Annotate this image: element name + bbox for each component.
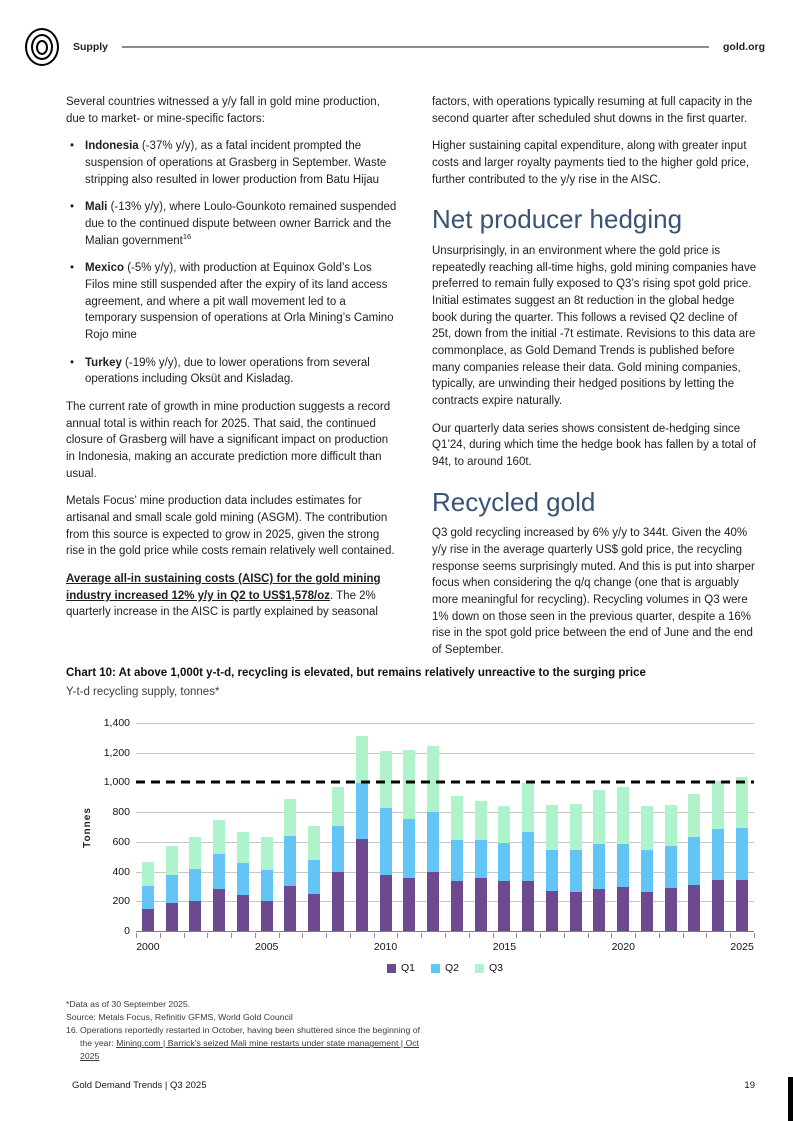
x-tick xyxy=(231,933,232,938)
legend-swatch-q1 xyxy=(387,964,396,973)
recycling-chart xyxy=(66,712,766,980)
bar-segment-q2-2023 xyxy=(688,837,700,885)
bar-segment-q3-2023 xyxy=(688,794,700,838)
x-tick-label: 2020 xyxy=(611,941,635,953)
x-tick xyxy=(754,933,755,938)
y-tick-label: 400 xyxy=(112,865,130,878)
bar-segment-q1-2021 xyxy=(641,892,653,931)
stacked-bar-2015 xyxy=(498,723,510,931)
stacked-bar-2013 xyxy=(451,723,463,931)
paragraph: Higher sustaining capital expenditure, along with greater input costs and larger royalty payments tied to the higher gold price, further contributed to the y/y rise in the AISC. xyxy=(432,140,750,186)
bullet-item: • Mexico (-5% y/y), with production at Equinox Gold’s Los Filos mine still suspended after the expiry of its land access agreement, and where a pit wall movement led to a temporary suspension of operations at Orla Mining’s Camino Rojo mine xyxy=(66,260,398,343)
bar-segment-q3-2007 xyxy=(308,826,320,860)
y-tick-label: 800 xyxy=(112,806,130,819)
stacked-bar-2022 xyxy=(665,723,677,931)
stacked-bar-2012 xyxy=(427,723,439,931)
bar-segment-q3-2016 xyxy=(522,783,534,832)
x-tick xyxy=(397,933,398,938)
legend-swatch-q2 xyxy=(431,964,440,973)
y-tick-label: 1,200 xyxy=(103,746,130,759)
stacked-bar-2001 xyxy=(166,723,178,931)
chart-x-ticks xyxy=(136,933,754,938)
stacked-bar-2006 xyxy=(284,723,296,931)
x-tick xyxy=(160,933,161,938)
stacked-bar-2016 xyxy=(522,723,534,931)
y-tick-label: 600 xyxy=(112,835,130,848)
bar-segment-q2-2004 xyxy=(237,863,249,895)
bar-segment-q3-2013 xyxy=(451,796,463,841)
paragraph: The current rate of growth in mine production suggests a record annual total is within reach for 2025. That said, the continued closure of Grasberg will have a significant impact on production in Indonesia, making an accurate prediction more difficult than usual. xyxy=(66,401,391,480)
y-tick-label: 1,000 xyxy=(103,776,130,789)
bar-segment-q2-2018 xyxy=(570,850,582,892)
stacked-bar-2019 xyxy=(593,723,605,931)
stacked-bar-2000 xyxy=(142,723,154,931)
bar-segment-q2-2012 xyxy=(427,812,439,871)
x-tick xyxy=(564,933,565,938)
bar-segment-q1-2002 xyxy=(189,901,201,931)
paragraph: Average all-in sustaining costs (AISC) for the gold mining industry increased 12% y/y in Q2 to US$1,578/oz. The 2% quarterly increase in the AISC is partly explained by seasonal xyxy=(66,573,381,619)
footnote-16 xyxy=(66,1024,426,1063)
bar-segment-q3-2000 xyxy=(142,862,154,886)
chart-plot xyxy=(136,723,754,932)
bar-segment-q1-2003 xyxy=(213,889,225,931)
stacked-bar-2002 xyxy=(189,723,201,931)
bar-segment-q1-2001 xyxy=(166,903,178,931)
x-tick-label: 2005 xyxy=(255,941,279,953)
chart-x-labels xyxy=(136,941,754,955)
chart-y-labels xyxy=(96,717,130,937)
y-tick-label: 200 xyxy=(112,895,130,908)
paragraph: Unsurprisingly, in an environment where the gold price is repeatedly reaching all-time highs, gold mining companies have preferred to remain fully exposed to Q3’s rising spot gold price. Initial estimates suggest an 8t reduction in the global hedge book during the quarter. This follows a revised Q2 decline of 25t, down from the initial -7t estimate. Revisions to this data are commonplace, as Gold Demand Trends is published before many companies release their data. Gold mining companies, typically, are unwinding their hedged positions by letting the contracts expire naturally. xyxy=(432,244,757,407)
bar-segment-q3-2011 xyxy=(403,750,415,819)
bar-segment-q3-2008 xyxy=(332,787,344,826)
bar-segment-q1-2018 xyxy=(570,892,582,931)
section-label: Supply xyxy=(73,41,109,53)
stacked-bar-2011 xyxy=(403,723,415,931)
chart-bars xyxy=(136,723,754,931)
bar-segment-q1-2010 xyxy=(380,875,392,931)
header-rule xyxy=(122,46,709,48)
bar-segment-q2-2017 xyxy=(546,850,558,891)
bar-segment-q1-2023 xyxy=(688,885,700,931)
page-footer xyxy=(72,1080,755,1091)
bar-segment-q2-2006 xyxy=(284,836,296,886)
stacked-bar-2020 xyxy=(617,723,629,931)
legend-item-q1 xyxy=(387,962,415,974)
stacked-bar-2021 xyxy=(641,723,653,931)
bar-segment-q1-2019 xyxy=(593,889,605,931)
bullet-list xyxy=(66,138,398,388)
bar-segment-q1-2004 xyxy=(237,895,249,931)
footnote-text-plain: Operations reportedly restarted in October, having been shuttered since the beginning of the year: xyxy=(80,1025,420,1049)
bar-segment-q1-2025 xyxy=(736,880,748,931)
bar-segment-q2-2020 xyxy=(617,844,629,887)
bar-segment-q3-2018 xyxy=(570,804,582,850)
bar-segment-q1-2020 xyxy=(617,887,629,931)
bar-segment-q3-2014 xyxy=(475,801,487,840)
bar-segment-q3-2012 xyxy=(427,746,439,812)
bar-segment-q1-2017 xyxy=(546,891,558,931)
x-tick xyxy=(207,933,208,938)
bar-segment-q1-2005 xyxy=(261,901,273,931)
stacked-bar-2005 xyxy=(261,723,273,931)
chart-title: Chart 10: At above 1,000t y-t-d, recycling is elevated, but remains relatively unreactive to the surging price xyxy=(66,667,646,679)
stacked-bar-2004 xyxy=(237,723,249,931)
legend-swatch-q3 xyxy=(475,964,484,973)
stacked-bar-2023 xyxy=(688,723,700,931)
x-tick xyxy=(730,933,731,938)
stacked-bar-2025 xyxy=(736,723,748,931)
stacked-bar-2007 xyxy=(308,723,320,931)
footnote-number: 16. xyxy=(66,1025,79,1036)
x-tick xyxy=(350,933,351,938)
x-tick xyxy=(588,933,589,938)
bar-segment-q1-2008 xyxy=(332,872,344,931)
bar-segment-q2-2005 xyxy=(261,870,273,900)
x-tick xyxy=(516,933,517,938)
bar-segment-q2-2015 xyxy=(498,843,510,881)
world-gold-council-logo-icon xyxy=(25,28,59,66)
bullet-lead: Mexico xyxy=(85,262,124,275)
section-heading: Recycled gold xyxy=(432,486,596,517)
bar-segment-q2-2000 xyxy=(142,886,154,909)
bar-segment-q2-2014 xyxy=(475,840,487,879)
bar-segment-q1-2006 xyxy=(284,886,296,931)
bar-segment-q2-2019 xyxy=(593,844,605,889)
bar-segment-q2-2025 xyxy=(736,828,748,880)
x-tick xyxy=(611,933,612,938)
bar-segment-q3-2025 xyxy=(736,777,748,828)
paragraph: factors, with operations typically resuming at full capacity in the second quarter after scheduled shut downs in the first quarter. xyxy=(432,96,753,125)
bar-segment-q1-2016 xyxy=(522,881,534,932)
bar-segment-q3-2021 xyxy=(641,806,653,850)
bar-segment-q2-2003 xyxy=(213,854,225,889)
bar-segment-q3-2019 xyxy=(593,790,605,844)
bar-segment-q3-2001 xyxy=(166,846,178,874)
bar-segment-q1-2012 xyxy=(427,872,439,931)
chart-title-block xyxy=(66,667,766,698)
stacked-bar-2008 xyxy=(332,723,344,931)
x-tick xyxy=(374,933,375,938)
x-tick xyxy=(255,933,256,938)
paragraph: Several countries witnessed a y/y fall in gold mine production, due to market- or mine-specific factors: xyxy=(66,96,380,125)
section-heading: Net producer hedging xyxy=(432,204,683,235)
x-tick xyxy=(184,933,185,938)
bar-segment-q3-2009 xyxy=(356,736,368,783)
data-note: *Data as of 30 September 2025. xyxy=(66,999,191,1009)
x-tick xyxy=(540,933,541,938)
bullet-item: • Turkey (-19% y/y), due to lower operations from several operations including Oksüt and Kisladag. xyxy=(66,355,398,388)
stacked-bar-2009 xyxy=(356,723,368,931)
bar-segment-q2-2021 xyxy=(641,850,653,892)
x-tick-label: 2015 xyxy=(492,941,517,953)
bar-segment-q1-2014 xyxy=(475,878,487,931)
paragraph-lead: Average all-in sustaining costs (AISC) for the gold mining industry increased 12% y/y in Q2 to US$1,578/oz xyxy=(66,573,381,602)
legend-label: Q3 xyxy=(489,962,504,974)
bar-segment-q3-2015 xyxy=(498,806,510,843)
x-tick xyxy=(659,933,660,938)
chart-subtitle: Y-t-d recycling supply, tonnes* xyxy=(66,686,220,698)
bar-segment-q2-2022 xyxy=(665,846,677,888)
x-tick xyxy=(302,933,303,938)
bar-segment-q1-2011 xyxy=(403,878,415,931)
x-tick xyxy=(635,933,636,938)
stacked-bar-2017 xyxy=(546,723,558,931)
paragraph: Metals Focus’ mine production data includes estimates for artisanal and small scale gold mining (ASGM). The contribution from this source is expected to grow in 2025, given the strong rise in the gold price while costs remain relatively well contained. xyxy=(66,495,395,558)
bar-segment-q2-2011 xyxy=(403,819,415,878)
bar-segment-q3-2024 xyxy=(712,781,724,829)
bar-segment-q3-2022 xyxy=(665,805,677,846)
x-tick xyxy=(326,933,327,938)
bar-segment-q3-2004 xyxy=(237,832,249,862)
footnote-text xyxy=(80,1024,426,1063)
x-tick xyxy=(706,933,707,938)
stacked-bar-2003 xyxy=(213,723,225,931)
x-tick xyxy=(445,933,446,938)
bar-segment-q1-2024 xyxy=(712,880,724,931)
page-header xyxy=(25,26,765,68)
bar-segment-q3-2017 xyxy=(546,805,558,850)
y-tick-label: 0 xyxy=(124,925,130,937)
x-tick-label: 2000 xyxy=(136,941,160,953)
stacked-bar-2024 xyxy=(712,723,724,931)
bar-segment-q3-2006 xyxy=(284,799,296,836)
y-axis-title: Tonnes xyxy=(81,806,93,848)
bar-segment-q1-2009 xyxy=(356,839,368,931)
reference-line-1000t xyxy=(136,781,754,784)
stacked-bar-2014 xyxy=(475,723,487,931)
bar-segment-q3-2005 xyxy=(261,837,273,870)
bar-segment-q2-2009 xyxy=(356,783,368,839)
paragraph: Q3 gold recycling increased by 6% y/y to 344t. Given the 40% y/y rise in the average quarterly US$ gold price, the recycling response seems surprisingly muted. And this is put into sharper focus when considering the q/q change (one that is arguably more meaningful for recycling). Recycling volumes in Q3 were 1% down on those seen in the previous quarter, despite a 16% rise in the spot gold price between the end of June and the end of September. xyxy=(432,527,755,656)
bar-segment-q1-2013 xyxy=(451,881,463,931)
bar-segment-q1-2022 xyxy=(665,888,677,931)
footnotes xyxy=(66,998,426,1063)
page-edge-bar xyxy=(788,1077,793,1121)
bar-segment-q1-2015 xyxy=(498,881,510,931)
stacked-bar-2018 xyxy=(570,723,582,931)
legend-label: Q1 xyxy=(400,962,415,974)
footnote-ref[interactable]: 16 xyxy=(182,231,192,241)
legend-item-q3 xyxy=(475,962,503,974)
bar-segment-q3-2002 xyxy=(189,837,201,870)
bar-segment-q2-2013 xyxy=(451,840,463,881)
bar-segment-q2-2010 xyxy=(380,808,392,876)
x-tick xyxy=(136,933,137,938)
x-tick xyxy=(493,933,494,938)
bar-segment-q2-2002 xyxy=(189,869,201,900)
bullet-item: • Indonesia (-37% y/y), as a fatal incident prompted the suspension of operations at Grasberg in September. Waste stripping also resulted in lower production from Batu Hijau xyxy=(66,138,398,188)
bar-segment-q1-2007 xyxy=(308,894,320,931)
bar-segment-q3-2010 xyxy=(380,751,392,808)
x-tick-label: 2010 xyxy=(373,941,398,953)
stacked-bar-2010 xyxy=(380,723,392,931)
x-tick xyxy=(683,933,684,938)
bar-segment-q2-2007 xyxy=(308,860,320,894)
x-tick xyxy=(279,933,280,938)
footnote-link[interactable]: Mining.com | Barrick’s seized Mali mine restarts under state management | Oct 2025 xyxy=(80,1038,419,1062)
bullet-item: • Mali (-13% y/y), where Loulo-Gounkoto remained suspended due to the continued dispute between owner Barrick and the Malian government$^{16}$ xyxy=(66,199,398,249)
gold-org-link[interactable]: gold.org xyxy=(723,41,765,53)
bullet-lead: Indonesia xyxy=(85,140,139,153)
x-tick xyxy=(469,933,470,938)
source-note: Source: Metals Focus, Refinitiv GFMS, World Gold Council xyxy=(66,1012,293,1023)
legend-label: Q2 xyxy=(444,962,459,974)
x-tick-label: 2025 xyxy=(730,941,754,953)
right-column xyxy=(432,94,758,670)
bar-segment-q2-2016 xyxy=(522,832,534,880)
chart-legend xyxy=(136,962,754,974)
y-tick-label: 1,400 xyxy=(103,717,130,729)
body-columns xyxy=(66,94,758,670)
bullet-lead: Turkey xyxy=(85,356,122,369)
bar-segment-q3-2020 xyxy=(617,787,629,844)
bullet-lead: Mali xyxy=(85,201,108,214)
bar-segment-q1-2000 xyxy=(142,909,154,931)
legend-item-q2 xyxy=(431,962,459,974)
bar-segment-q3-2003 xyxy=(213,820,225,853)
bar-segment-q2-2001 xyxy=(166,875,178,903)
footer-title: Gold Demand Trends | Q3 2025 xyxy=(72,1080,207,1091)
page-number: 19 xyxy=(744,1080,755,1091)
bar-segment-q2-2024 xyxy=(712,829,724,880)
paragraph: Our quarterly data series shows consistent de-hedging since Q1’24, during which time the hedge book has fallen by a total of 94t, to around 160t. xyxy=(432,422,757,469)
left-column xyxy=(66,94,398,670)
bar-segment-q2-2008 xyxy=(332,826,344,873)
x-tick xyxy=(421,933,422,938)
